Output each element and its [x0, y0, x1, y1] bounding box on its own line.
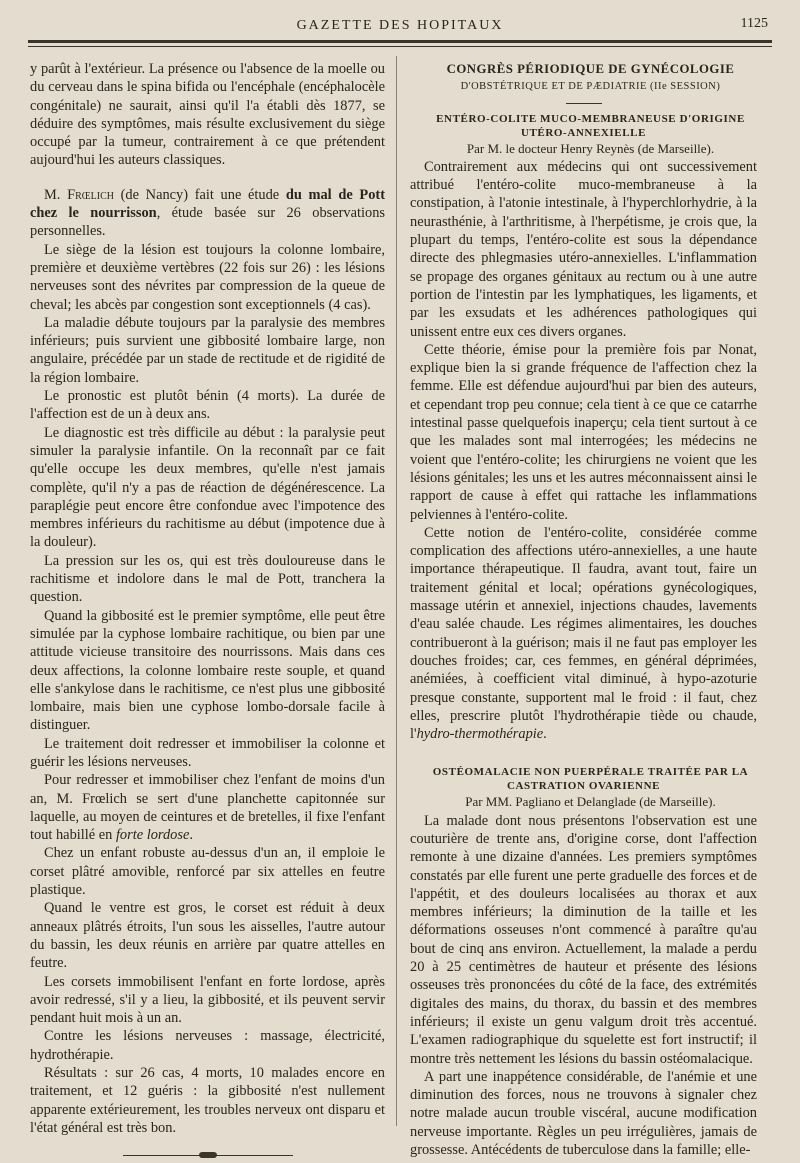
article-byline: Par M. le docteur Henry Reynès (de Marseille).: [466, 140, 715, 156]
paragraph: [410, 524, 757, 744]
end-ornament-rule: [123, 1155, 293, 1156]
paragraph: Quand le ventre est gros, le corset est réduit à deux anneaux plâtrés étroits, l'un sous les aisselles, l'autre autour du bassin, les deux réunis en arrière par quatre attelles en feutre.: [30, 900, 385, 972]
left-column: [30, 60, 385, 1156]
paragraph: Contrairement aux médecins qui ont successivement attribué l'entéro-colite muco-membraneuse à la constipation, à l'atonie intestinale, à l'hyperchlorhydrie, à la neurasthénie, à l'arthritisme, à l'herpétisme, je crois que, la plupart du temps, l'entéro-colite est sous la dépendance directe des phlegmasies utéro-annexielles. L'inflammation se propage des organes génitaux au rectum ou à une autre portion de l'intestin par les lymphatiques, les ligaments, et par les exsudats et les adhérences pathologiques qui unissent entre eux ces divers organes.: [410, 158, 757, 340]
article-topic: du mal de Pott chez le nourrisson: [30, 186, 385, 222]
paragraph: A part une inappétence considérable, de l'anémie et une diminution des forces, nous ne trouvons à signaler chez notre malade aucun trouble viscéral, aucune modification nerveuse importante. Règles un peu irrégulières, jamais de grossesse. Antécédents de tuberculose dans la famille; elle-: [410, 1068, 757, 1159]
paragraph: La pression sur les os, qui est très douloureuse dans le rachitisme et indolore dans le mal de Pott, tranchera la question.: [30, 552, 385, 606]
ornament-icon: [199, 1152, 217, 1158]
paragraph: Le diagnostic est très difficile au début : la paralysie peut simuler la paralysie infantile. On la reconnaît par ce fait qu'elle occupe les deux membres, qu'elle n'est jamais complète, qu'il n'y a pas de réaction de dégénérescence. La paraplégie peut encore être confondue avec l'impotence des membres inférieurs du rachitisme au début (impotence due à la douleur).: [30, 424, 385, 551]
paragraph: Quand la gibbosité est le premier symptôme, elle peut être simulée par la cyphose lombaire rachitique, ou bien par une attitude vicieuse transitoire des nourrissons. Mais dans ces deux affections, la colonne lombaire reste souple, et quand elle s'ankylose dans le rachitisme, ce n'est plus une gibbosité lombaire, mais bien une cyphose lombo-dorsale facile à distinguer.: [30, 607, 385, 734]
lead-text: (de Nancy) fait une étude: [113, 186, 286, 203]
paragraph: La maladie débute toujours par la paralysie des membres inférieurs; puis survient une gibbosité lombaire large, non angulaire, précédée par un stade de rectitude et de rigidité de la région lombaire.: [30, 314, 385, 386]
paragraph: Le traitement doit redresser et immobiliser la colonne et guérir les lésions nerveuses.: [30, 735, 385, 770]
author-name: M. Frœlich: [44, 186, 114, 203]
paragraph-text: Cette notion de l'entéro-colite, considérée comme complication des affections utéro-annexielles, a une haute importance thérapeutique. Il faudra, avant tout, faire un traitement génital et local; opérations gynécologiques, massage utérin et annexiel, injections chaudes, lavements d'eau salée chaude. Les régimes alimentaires, les douches contribueront à la guérison; mais il ne faut pas employer les douches froides; car, ces femmes, en général déprimées, anémiées, à coefficient vital diminué, à hypo-azoturie presque constante, supportent mal le froid : il faut, chez elles, prescrire plutôt l'hydrothérapie tiède ou chaude, l': [410, 524, 757, 743]
lead-text-end: , étude basée sur 26 observations personnelles.: [30, 205, 385, 240]
paragraph: Chez un enfant robuste au-dessus d'un an, il emploie le corset plâtré amovible, renforcé par six attelles en feutre plastique.: [30, 845, 385, 899]
article-title: ENTÉRO-COLITE MUCO-MEMBRANEUSE D'ORIGINE UTÉRO-ANNEXIELLE: [436, 112, 745, 139]
paragraph-end: .: [543, 726, 547, 743]
froelich-lead-paragraph: [30, 186, 385, 241]
header-rule-thin: [28, 46, 772, 47]
paragraph: Les corsets immobilisent l'enfant en forte lordose, après avoir redressé, s'il y a lieu, la gibbosité, et ils peuvent servir pendant huit mois à un an.: [30, 973, 385, 1027]
italic-term: hydro-thermothérapie: [416, 726, 544, 743]
paragraph: Le siège de la lésion est toujours la colonne lombaire, première et deuxième vertèbres (22 fois sur 26) : les lésions nerveuses sont des névrites par compression de la queue de cheval; les abcès par congestion sont exceptionnels (4 cas).: [30, 241, 385, 313]
article-title: OSTÉOMALACIE NON PUERPÉRALE TRAITÉE PAR LA CASTRATION OVARIENNE: [432, 766, 749, 793]
paragraph: Le pronostic est plutôt bénin (4 morts). La durée de l'affection est de un à deux ans.: [30, 388, 385, 423]
column-divider: [396, 56, 397, 1126]
right-column: [410, 60, 757, 1159]
treatment-end: .: [189, 827, 193, 844]
journal-title: GAZETTE DES HOPITAUX: [296, 18, 504, 33]
treatment-text: Pour redresser et immobiliser chez l'enfant de moins d'un an, M. Frœlich se sert d'une planchette capitonnée sur laquelle, au moyen de ceintures et de bretelles, il fixe l'enfant tout habillé en: [30, 772, 385, 844]
paragraph: Contre les lésions nerveuses : massage, électricité, hydrothérapie.: [30, 1028, 385, 1063]
congress-subtitle: D'OBSTÉTRIQUE ET DE PÆDIATRIE (IIe SESSION): [460, 81, 721, 93]
congress-title: CONGRÈS PÉRIODIQUE DE GYNÉCOLOGIE: [446, 62, 735, 76]
article-byline: Par MM. Pagliano et Delanglade (de Marseille).: [465, 794, 716, 810]
page-number: 1125: [740, 16, 768, 31]
paragraph: Résultats : sur 26 cas, 4 morts, 10 malades encore en traitement, et 12 guéris : la gibbosité n'est nullement apparente extérieurement, les troubles nerveux ont disparu et l'état général est très bon.: [30, 1065, 385, 1136]
paragraph: La malade dont nous présentons l'observation est une couturière de trente ans, d'origine corse, dont l'affection remonte à une dizaine d'années. Les premiers symptômes constatés par elle furent une perte graduelle des forces et de l'appétit, et des douleurs localisées au thorax et aux membres inférieurs; la diminution de la taille et les déformations osseuses n'ont commencé à paraître qu'au bout de cinq ans environ. Actuellement, la malade a perdu 20 à 25 centimètres de hauteur et présente des lésions osseuses très prononcées du côté de la face, des extrémités digitales des mains, du thorax, du bassin et des membres inférieurs; il existe un genu valgum droit très accentué. L'examen radiographique du squelette est fort instructif; il montre très nettement les lésions du bassin ostéomalacique.: [410, 812, 757, 1067]
continued-paragraph: y parût à l'extérieur. La présence ou l'absence de la moelle ou du cerveau dans le spina bifida ou l'encéphale (encéphalocèle congénitale) ne saurait, ainsi qu'il l'a établi dès 1877, se déduire des symptômes, mais résulte exclusivement du siège occupé par la tumeur, contrairement à ce que prétendent aujourd'hui les auteurs classiques.: [30, 61, 385, 169]
paragraph: Cette théorie, émise pour la première fois par Nonat, explique bien la si grande fréquence de l'affection chez la femme. Elle est défendue aujourd'hui par bien des auteurs, et cependant trop peu connue; cela tient à ce que ce catarrhe intestinal passe quelquefois inaperçu; cela tient surtout à ce que les malades sont mal interrogées; les médecins ne voient que l'entéro-colite; les chirurgiens ne voient que les lésions génitales; les uns et les autres méconnaissent ainsi le rapport de cause à effet qui rattache les inflammations pelviennes à l'entéro-colite.: [410, 341, 757, 523]
section-rule: [566, 103, 602, 104]
italic-term: forte lordose: [115, 827, 190, 844]
treatment-paragraph: [30, 771, 385, 844]
header-rule-thick: [28, 40, 772, 43]
